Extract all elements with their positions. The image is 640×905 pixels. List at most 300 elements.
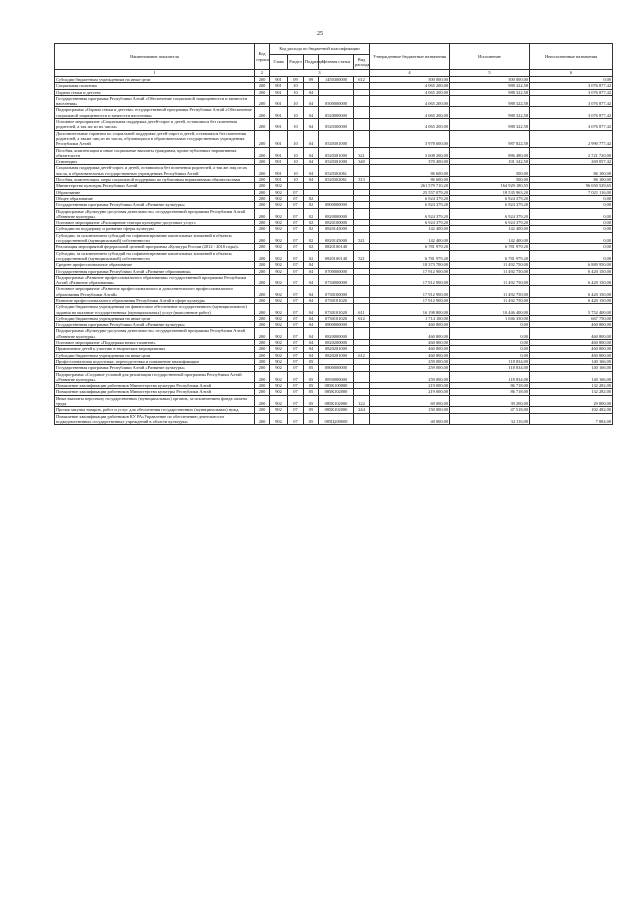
row-glava: 902 — [270, 232, 288, 244]
row-unexecuted: 96 650 529,65 — [530, 183, 613, 189]
row-glava: 902 — [270, 244, 288, 250]
row-approved: 219 000,00 — [370, 383, 450, 389]
row-glava: 902 — [270, 304, 288, 316]
row-executed: 988 322,58 — [450, 83, 530, 89]
row-glava: 901 — [270, 77, 288, 83]
row-vid: 521 — [354, 250, 370, 262]
row-vid — [354, 165, 370, 177]
row-razdel: 07 — [288, 250, 304, 262]
page-number: 25 — [317, 31, 323, 37]
row-unexecuted: 2 990 777,42 — [530, 130, 613, 147]
row-name: Охрана семьи и детства — [55, 89, 255, 95]
table-row — [55, 130, 613, 147]
row-unexecuted: 460 800,00 — [530, 328, 613, 340]
row-unexecuted: 7 021 116,00 — [530, 189, 613, 195]
row-podrazdel: 05 — [304, 389, 319, 395]
row-unexecuted: 460 800,00 — [530, 322, 613, 328]
row-code: 200 — [255, 189, 270, 195]
row-approved: 259 000,00 — [370, 371, 450, 383]
row-executed: 988 322,58 — [450, 89, 530, 95]
row-glava: 902 — [270, 358, 288, 364]
row-code: 200 — [255, 346, 270, 352]
row-razdel: 10 — [288, 83, 304, 89]
row-podrazdel: 05 — [304, 407, 319, 413]
row-vid — [354, 286, 370, 298]
row-approved: 460 800,00 — [370, 340, 450, 346]
row-name: Основное мероприятие «Расширение сектора культурно-досуговых услуг» — [55, 220, 255, 226]
row-podrazdel: 05 — [304, 383, 319, 389]
row-podrazdel: 02 — [304, 195, 319, 201]
row-approved: 259 000,00 — [370, 358, 450, 364]
row-name: Субсидии на поддержку и развитие сферы культуры — [55, 226, 255, 232]
row-vid: 244 — [354, 407, 370, 413]
row-target: 085К102000 — [319, 395, 354, 407]
row-podrazdel: 04 — [304, 322, 319, 328]
row-executed: 86 718,00 — [450, 383, 530, 389]
row-target: 0820100000 — [319, 220, 354, 226]
row-approved: 6 924 379,20 — [370, 220, 450, 226]
col-number-4: 4 — [370, 70, 450, 77]
table-row — [55, 274, 613, 286]
row-razdel: 10 — [288, 107, 304, 119]
row-unexecuted: 3 076 877,42 — [530, 95, 613, 107]
row-unexecuted: 7 884,00 — [530, 413, 613, 425]
row-name: Привлечение детей к участию в творческих мероприятиях — [55, 346, 255, 352]
row-approved: 460 800,00 — [370, 328, 450, 340]
row-unexecuted: 460 800,00 — [530, 352, 613, 358]
row-unexecuted: 3 076 877,42 — [530, 119, 613, 131]
row-code: 200 — [255, 297, 270, 303]
row-vid — [354, 119, 370, 131]
row-executed: 988 322,58 — [450, 95, 530, 107]
table-row — [55, 395, 613, 407]
row-name: Среднее профессиональное образование — [55, 262, 255, 268]
row-vid: 611 — [354, 304, 370, 316]
row-name: Государственная программа Республики Алтай «Обеспечение социальной защищенности и занятости населения» — [55, 95, 255, 107]
row-vid: 122 — [354, 395, 370, 407]
row-razdel: 07 — [288, 371, 304, 383]
row-approved: 3 978 600,00 — [370, 130, 450, 147]
row-glava: 902 — [270, 262, 288, 268]
row-razdel: 07 — [288, 195, 304, 201]
row-glava: 902 — [270, 195, 288, 201]
row-razdel: 07 — [288, 189, 304, 195]
row-target: 0520000000 — [319, 107, 354, 119]
row-podrazdel: 05 — [304, 358, 319, 364]
row-unexecuted: 0,00 — [530, 220, 613, 226]
col-header-approved: Утвержденные бюджетные назначения — [370, 44, 450, 70]
col-header-target: Целевая статья — [319, 55, 354, 70]
row-unexecuted: 667 750,00 — [530, 315, 613, 321]
row-razdel: 07 — [288, 383, 304, 389]
row-approved: 4 065 200,00 — [370, 95, 450, 107]
table-row — [55, 95, 613, 107]
row-unexecuted: 132 282,00 — [530, 383, 613, 389]
row-name: Субсидии, за исключением субсидий на софинансирование капитальных вложений в объекты государственной (муниципальной) собственности — [55, 250, 255, 262]
row-approved: 86 600,00 — [370, 165, 450, 177]
row-code: 200 — [255, 322, 270, 328]
budget-table — [54, 43, 613, 425]
row-razdel: 07 — [288, 315, 304, 321]
row-glava: 901 — [270, 177, 288, 183]
row-vid: 340 — [354, 159, 370, 165]
row-approved: 4 065 200,00 — [370, 107, 450, 119]
row-name: Пособия, компенсации, меры социальной поддержки по публичным нормативным обязательствам — [55, 177, 255, 183]
row-razdel: 07 — [288, 389, 304, 395]
row-code: 200 — [255, 244, 270, 250]
row-podrazdel: 04 — [304, 340, 319, 346]
row-target: 0820000000 — [319, 328, 354, 340]
row-target: 0820145000 — [319, 226, 354, 232]
row-executed: 101 342,58 — [450, 159, 530, 165]
row-approved: 17 912 900,00 — [370, 297, 450, 303]
row-name: Профессиональная подготовка, переподготовка и повышение квалификации — [55, 358, 255, 364]
row-unexecuted: 0,00 — [530, 250, 613, 262]
row-target: 0820201000 — [319, 346, 354, 352]
row-target: 0800000000 — [319, 365, 354, 371]
col-number-1: 1 — [55, 70, 255, 77]
row-target: 08201S0140 — [319, 250, 354, 262]
row-glava: 902 — [270, 389, 288, 395]
row-podrazdel: 04 — [304, 165, 319, 177]
row-approved: 259 000,00 — [370, 365, 450, 371]
row-unexecuted: 6 420 150,00 — [530, 286, 613, 298]
row-razdel: 07 — [288, 274, 304, 286]
table-row — [55, 165, 613, 177]
col-header-vid: Вид расхода — [354, 55, 370, 70]
row-podrazdel: 04 — [304, 119, 319, 131]
row-executed: 886 480,00 — [450, 147, 530, 159]
row-razdel: 07 — [288, 226, 304, 232]
row-executed: 11 492 750,00 — [450, 286, 530, 298]
row-executed: 500,00 — [450, 177, 530, 183]
row-code: 200 — [255, 183, 270, 189]
row-razdel: 07 — [288, 262, 304, 268]
row-code: 200 — [255, 119, 270, 131]
row-name: Государственная программа Республики Алтай «Развитие культуры» — [55, 322, 255, 328]
row-executed: 0,00 — [450, 328, 530, 340]
row-executed: 300 000,00 — [450, 77, 530, 83]
row-podrazdel: 04 — [304, 268, 319, 274]
row-glava: 902 — [270, 274, 288, 286]
row-target: 085К100000 — [319, 383, 354, 389]
row-approved: 17 912 900,00 — [370, 268, 450, 274]
row-vid — [354, 328, 370, 340]
row-razdel: 07 — [288, 340, 304, 346]
row-glava: 901 — [270, 107, 288, 119]
table-row — [55, 232, 613, 244]
row-unexecuted: 0,00 — [530, 226, 613, 232]
row-code: 200 — [255, 83, 270, 89]
row-glava: 902 — [270, 286, 288, 298]
row-executed: 500,00 — [450, 165, 530, 177]
row-approved: 25 557 079,20 — [370, 189, 450, 195]
row-unexecuted: 0,00 — [530, 77, 613, 83]
row-code: 200 — [255, 232, 270, 244]
row-code: 200 — [255, 250, 270, 262]
row-podrazdel: 04 — [304, 95, 319, 107]
row-code: 200 — [255, 95, 270, 107]
row-target: 0820000000 — [319, 208, 354, 220]
row-glava: 902 — [270, 365, 288, 371]
row-name: Государственная программа Республики Алтай «Развитие культуры» — [55, 365, 255, 371]
row-code: 200 — [255, 358, 270, 364]
row-executed: 86 718,00 — [450, 389, 530, 395]
row-unexecuted: 460 800,00 — [530, 346, 613, 352]
row-podrazdel: 04 — [304, 262, 319, 268]
row-code: 200 — [255, 130, 270, 147]
row-executed: 6 924 379,20 — [450, 202, 530, 208]
row-code: 200 — [255, 177, 270, 183]
row-executed: 0,00 — [450, 346, 530, 352]
row-approved: 6 781 979,20 — [370, 250, 450, 262]
row-unexecuted: 0,00 — [530, 208, 613, 220]
row-vid: 321 — [354, 147, 370, 159]
row-code: 200 — [255, 340, 270, 346]
row-target: 0730000000 — [319, 274, 354, 286]
row-razdel: 10 — [288, 95, 304, 107]
row-glava: 901 — [270, 95, 288, 107]
row-razdel: 07 — [288, 365, 304, 371]
row-glava: 902 — [270, 328, 288, 340]
row-approved: 150 000,00 — [370, 407, 450, 413]
row-name: Социальная политика — [55, 83, 255, 89]
row-unexecuted: 140 166,00 — [530, 371, 613, 383]
row-approved: 86 600,00 — [370, 177, 450, 183]
row-name: Подпрограмма «Культурно-досуговая деятельность» государственной программы Республики Алтай «Развитие культуры» — [55, 328, 255, 340]
table-row — [55, 328, 613, 340]
row-unexecuted: 140 166,00 — [530, 365, 613, 371]
row-vid — [354, 107, 370, 119]
row-unexecuted: 6 420 150,00 — [530, 297, 613, 303]
row-executed: 32 116,00 — [450, 413, 530, 425]
row-executed: 987 822,58 — [450, 130, 530, 147]
row-target: 0520301000 — [319, 159, 354, 165]
col-header-unexecuted: Неисполненные назначения — [530, 44, 613, 70]
row-name: Субсидии бюджетным учреждениям на иные цели — [55, 77, 255, 83]
row-name: Развитие профессионального образования Республики Алтай в сфере культуры — [55, 297, 255, 303]
row-target: 0800000000 — [319, 202, 354, 208]
row-vid: 612 — [354, 77, 370, 83]
row-name: Подпрограмма «Охрана семьи и детства» государственной программы Республики Алтай «Обеспечение социальной защищенности и занятости населения» — [55, 107, 255, 119]
row-executed: 988 322,58 — [450, 119, 530, 131]
row-target: 0700000000 — [319, 268, 354, 274]
row-name: Повышение квалификации работников КУ РА«Управление по обеспечению деятельности подведомственных государственных учреждений в области культуры» — [55, 413, 255, 425]
row-executed: 0,00 — [450, 340, 530, 346]
row-approved: 40 000,00 — [370, 413, 450, 425]
row-executed: 39 200,00 — [450, 395, 530, 407]
row-approved: 370 400,00 — [370, 159, 450, 165]
row-code: 200 — [255, 107, 270, 119]
row-name: Министерство культуры Республики Алтай — [55, 183, 255, 189]
row-name: Стипендии — [55, 159, 255, 165]
row-target: 0730100000 — [319, 286, 354, 298]
row-name: Иные выплаты персоналу государственных (муниципальных) органов, за исключением фонда оплаты труда — [55, 395, 255, 407]
row-target: 0730101020 — [319, 315, 354, 321]
row-podrazdel: 04 — [304, 352, 319, 358]
row-unexecuted: 6 420 150,00 — [530, 268, 613, 274]
row-name: Прочая закупка товаров, работ и услуг для обеспечения государственных (муниципальных) нужд — [55, 407, 255, 413]
row-podrazdel: 02 — [304, 202, 319, 208]
row-razdel: 07 — [288, 322, 304, 328]
row-glava: 902 — [270, 226, 288, 232]
row-unexecuted: 3 076 877,42 — [530, 83, 613, 89]
row-razdel: 07 — [288, 220, 304, 226]
row-executed: 11 492 750,00 — [450, 274, 530, 286]
row-approved: 3 608 200,00 — [370, 147, 450, 159]
row-razdel: 07 — [288, 286, 304, 298]
row-name: Субсидии бюджетным учреждениям на иные цели — [55, 352, 255, 358]
row-unexecuted: 29 800,00 — [530, 395, 613, 407]
row-vid — [354, 130, 370, 147]
row-vid — [354, 208, 370, 220]
row-podrazdel: 04 — [304, 328, 319, 340]
row-approved: 18 373 700,00 — [370, 262, 450, 268]
row-vid: 612 — [354, 352, 370, 358]
row-code: 200 — [255, 383, 270, 389]
row-glava: 902 — [270, 183, 288, 189]
row-executed: 142 400,00 — [450, 232, 530, 244]
col-number-5: 5 — [450, 70, 530, 77]
row-approved: 4 065 200,00 — [370, 83, 450, 89]
row-code: 200 — [255, 77, 270, 83]
row-glava: 901 — [270, 165, 288, 177]
row-code: 200 — [255, 159, 270, 165]
row-razdel: 07 — [288, 268, 304, 274]
row-code: 200 — [255, 147, 270, 159]
row-podrazdel: 05 — [304, 365, 319, 371]
row-glava: 902 — [270, 297, 288, 303]
row-approved: 142 400,00 — [370, 232, 450, 244]
row-code: 200 — [255, 220, 270, 226]
row-vid — [354, 413, 370, 425]
row-name: Субсидии, за исключением субсидий на софинансирование капитальных вложений в объекты государственной (муниципальной) собственности — [55, 232, 255, 244]
row-approved: 6 924 379,20 — [370, 195, 450, 201]
row-glava: 902 — [270, 407, 288, 413]
row-approved: 142 400,00 — [370, 226, 450, 232]
row-razdel: 07 — [288, 208, 304, 220]
row-glava: 902 — [270, 352, 288, 358]
row-glava: 902 — [270, 268, 288, 274]
row-razdel: 07 — [288, 395, 304, 407]
row-name: Государственная программа Республики Алтай «Развитие культуры» — [55, 202, 255, 208]
row-executed: 18 535 963,20 — [450, 189, 530, 195]
row-name: Основное мероприятие «Поддержка юных талантов» — [55, 340, 255, 346]
row-name: Субсидии бюджетным учреждениям на финансовое обеспечение государственного (муниципального) задания на оказание государственных (муниципальных) услуг (выполнение работ) — [55, 304, 255, 316]
row-executed: 118 834,00 — [450, 371, 530, 383]
col-number-2: 2 — [255, 70, 270, 77]
row-target: 085Ц200000 — [319, 413, 354, 425]
row-executed: 6 924 379,20 — [450, 195, 530, 201]
row-approved: 460 800,00 — [370, 322, 450, 328]
row-executed: 6 781 979,20 — [450, 244, 530, 250]
table-row — [55, 304, 613, 316]
row-approved: 17 912 900,00 — [370, 286, 450, 298]
row-glava: 902 — [270, 202, 288, 208]
row-target: 085К102000 — [319, 407, 354, 413]
col-header-code: Код строки — [255, 44, 270, 70]
row-name: Подпрограмма «Культурно-досуговая деятельность» государственной программы Республики Алтай «Развитие культуры» — [55, 208, 255, 220]
row-podrazdel: 02 — [304, 244, 319, 250]
row-unexecuted: 3 076 877,42 — [530, 107, 613, 119]
row-razdel: 07 — [288, 358, 304, 364]
row-podrazdel: 04 — [304, 89, 319, 95]
row-name: Социальная поддержка детей-сирот, и детей, оставшихся без попечения родителей, а так же лиц из их числа, в образовательных государственных учреждениях Республики Алтай — [55, 165, 255, 177]
row-razdel: 07 — [288, 297, 304, 303]
row-unexecuted: 460 800,00 — [530, 340, 613, 346]
row-name: Повышение квалификации работников Министерства культуры Республики Алтай — [55, 383, 255, 389]
row-executed: 118 834,00 — [450, 365, 530, 371]
row-code: 200 — [255, 274, 270, 286]
row-executed: 0,00 — [450, 322, 530, 328]
row-unexecuted: 5 752 400,00 — [530, 304, 613, 316]
col-number-6: 6 — [530, 70, 613, 77]
row-podrazdel: 04 — [304, 274, 319, 286]
row-name: Дополнительные гарантии по социальной поддержке детей-сирот и детей, оставшихся без попечения родителей, а также лиц из их числа, обучающихся в образовательных государственных учреждениях Республики Алтай — [55, 130, 255, 147]
row-podrazdel: 04 — [304, 297, 319, 303]
row-glava: 902 — [270, 371, 288, 383]
col-header-budget-class: Код расхода по бюджетной классификации — [270, 44, 370, 55]
col-header-executed: Исполнение — [450, 44, 530, 70]
row-glava: 901 — [270, 147, 288, 159]
row-razdel: 10 — [288, 165, 304, 177]
row-podrazdel: 05 — [304, 413, 319, 425]
row-unexecuted: 6 880 950,00 — [530, 262, 613, 268]
row-approved: 219 000,00 — [370, 389, 450, 395]
row-approved: 300 000,00 — [370, 77, 450, 83]
row-code: 200 — [255, 389, 270, 395]
row-podrazdel: 05 — [304, 371, 319, 383]
row-approved: 4 065 200,00 — [370, 89, 450, 95]
row-executed: 10 446 400,00 — [450, 304, 530, 316]
row-vid: 521 — [354, 232, 370, 244]
row-razdel: 07 — [288, 304, 304, 316]
row-approved: 6 781 979,20 — [370, 244, 450, 250]
row-target: 0820200000 — [319, 340, 354, 346]
row-glava: 902 — [270, 250, 288, 262]
row-code: 200 — [255, 352, 270, 358]
row-podrazdel: 02 — [304, 226, 319, 232]
col-header-glava: Глава — [270, 55, 288, 70]
row-glava: 901 — [270, 159, 288, 165]
row-razdel: 07 — [288, 413, 304, 425]
row-razdel: 07 — [288, 232, 304, 244]
row-glava: 901 — [270, 83, 288, 89]
row-podrazdel: 02 — [304, 250, 319, 262]
row-podrazdel: 05 — [304, 395, 319, 407]
col-header-podrazdel: Подраздел — [304, 55, 319, 70]
table-row — [55, 286, 613, 298]
row-approved: 261 579 710,20 — [370, 183, 450, 189]
row-unexecuted: 0,00 — [530, 202, 613, 208]
row-podrazdel: 02 — [304, 208, 319, 220]
row-name: Подпрограмма «Создание условий для реализации государственной программы Республики Алтай «Развитие культуры» — [55, 371, 255, 383]
row-code: 200 — [255, 208, 270, 220]
row-executed: 1 046 350,00 — [450, 315, 530, 321]
row-name: Пособия, компенсации и иные социальные выплаты гражданам, кроме публичных нормативных обязательств — [55, 147, 255, 159]
row-name: Основное мероприятие «Развитие профессионального и дополнительного профессионального образования Республики Алтай» — [55, 286, 255, 298]
row-executed: 11 492 750,00 — [450, 268, 530, 274]
row-code: 200 — [255, 407, 270, 413]
row-code: 200 — [255, 195, 270, 201]
row-vid: 612 — [354, 315, 370, 321]
row-glava: 902 — [270, 395, 288, 407]
row-podrazdel: 04 — [304, 346, 319, 352]
row-podrazdel: 04 — [304, 130, 319, 147]
row-unexecuted: 3 076 877,42 — [530, 89, 613, 95]
row-executed: 11 492 750,00 — [450, 262, 530, 268]
row-target: 1450300000 — [319, 77, 354, 83]
